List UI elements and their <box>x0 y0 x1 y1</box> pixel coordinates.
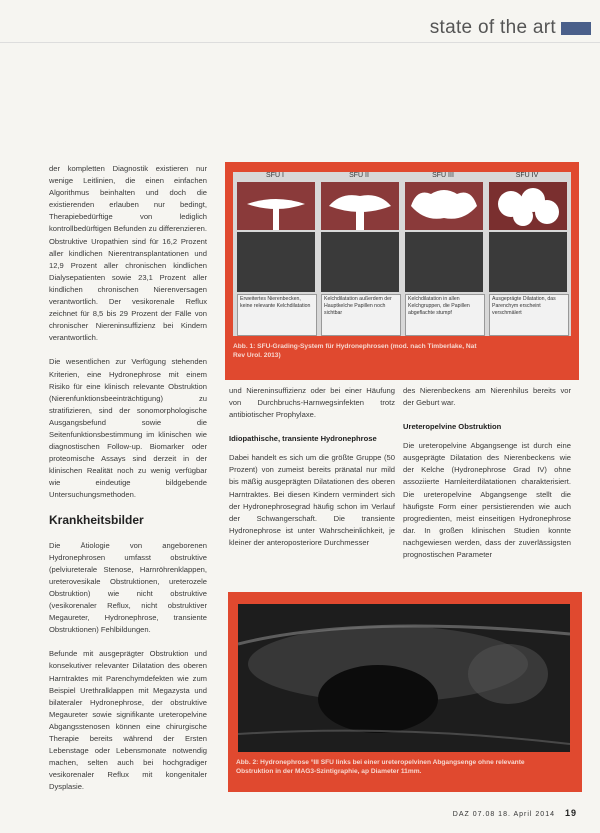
journal-info: DAZ 07.08 18. April 2014 <box>452 811 555 818</box>
col1-paragraph-1: der kompletten Diagnostik existieren nur wenige Leitlinien, die einen einfachen Algorithmus beinhalten und doch die existierenden erlauben nur bedingt, Therapiebedürftige von lediglich kontrollbedürftigen Befunden zu differenzieren. Obstruktive Uropathien sind für 16,2 Prozent aller kindlichen Nierentransplantationen und 12,9 Prozent aller chronischen kindlichen Dialysepatienten sowie 23,1 Prozent aller kindlichen chronischen Nierenversagen verantwortlich. Der vesikorenale Reflux zeichnet für 8,5 bis 29 Prozent der Fälle von chronischer Niereninsuffizienz bei Kindern verantwortlich. <box>49 164 207 343</box>
grade-description-3: Kelchdilatation in allen Kelchgruppen, die Papillen abgeflachte stumpf <box>405 294 485 336</box>
grade-label-2: SFU II <box>349 172 369 179</box>
ultrasound-image-1 <box>237 232 315 292</box>
ultrasound-image-4 <box>489 232 567 292</box>
figure-2 <box>228 592 582 792</box>
kidney-diagram-4 <box>489 182 567 230</box>
section-heading-ureteropelvin: Ureteropelvine Obstruktion <box>403 422 502 432</box>
page-number: 19 <box>564 808 577 818</box>
grade-description-1: Erweitertes Nierenbecken, keine relevante Kelchdilatation <box>237 294 317 336</box>
ultrasound-image-2 <box>321 232 399 292</box>
kidney-diagram-2 <box>321 182 399 230</box>
col2-paragraph-1: und Niereninsuffizienz oder bei einer Häufung von Durchbruchs-Harnwegsinfekten trotz antibiotischer Prophylaxe. <box>229 386 395 420</box>
grade-label-4: SFU IV <box>515 172 539 179</box>
header-divider <box>0 42 600 43</box>
grade-description-2: Kelchdilatation außerdem der Hauptkelche Papillen noch sichtbar <box>321 294 401 336</box>
grade-description-4: Ausgeprägte Dilatation, das Parenchym erscheint verschmälert <box>489 294 569 336</box>
column-2 <box>229 385 395 561</box>
kidney-diagram-1 <box>237 182 315 230</box>
section-tag <box>561 22 591 35</box>
figure-1-caption: Abb. 1: SFU-Grading-System für Hydronephrosen (mod. nach Timberlake, Nat Rev Urol. 2013) <box>233 343 477 359</box>
col1-paragraph-2: Die wesentlichen zur Verfügung stehenden Kriterien, eine Hydronephrose mit einem Risiko für eine klinisch relevante Obstruktion (Nierenfunktionsbeeinträchtigung) zu stratifizieren, sind der sonomorphologische Ausgangsbefund sowie die Seitenfunktionsbestimmung im klinischen wie diagnostischen Follow-up. Biomarker oder proteomische Assays sind derzeit in der klinischen Realität noch zu wenig verfügbar wie eindeutige bildgebende Untersuchungsmethoden. <box>49 357 207 500</box>
page-footer <box>453 808 577 818</box>
col2-paragraph-2: Dabei handelt es sich um die größte Gruppe (50 Prozent) von zumeist bereits pränatal nur mild bis mäßig ausgeprägten Dilatationen des oberen Harntraktes. Bei diesen Kindern vermindert sich der Hydronephrosegrad häufig schon im Verlauf der Schwangerschaft. Die transiente Hydronephrose ist unter Wahrscheinlichkeit, je kleiner der anteroposteriore Durchmesser <box>229 453 395 547</box>
col3-paragraph-2: Die ureteropelvine Abgangsenge ist durch eine ausgeprägte Dilatation des Nierenbeckens wie der Kelche (Hydronephrose Grad IV) ohne assoziierte Harnleiterdilatationen charakterisiert. Die ureteropelvine Abgangsenge stellt die häufigste Form einer persistierenden wie auch progredienten, meist einseitigen Hydronephrose dar. In großen klinischen Studien konnte nachgewiesen werden, dass der zuverlässigsten prognostischen Parameter <box>403 441 571 560</box>
ultrasound-large-image <box>238 604 570 752</box>
col3-paragraph-1: des Nierenbeckens am Nierenhilus bereits vor der Geburt war. <box>403 386 571 408</box>
section-heading-idiopathisch: Idiopathische, transiente Hydronephrose <box>229 434 377 444</box>
col1-paragraph-3: Die Ätiologie von angeborenen Hydronephrosen umfasst obstruktive (pelviureterale Stenose, Harnröhrenklappen, ureterovesikale Obstruktionen, ureterozele Obstruktion) wie nicht obstruktive (vesikorenaler Reflux, nicht obstruktiver Megaureter, Hydronephrose, transiente Obstruktionen) Fehlbildungen. <box>49 540 207 635</box>
grade-label-3: SFU III <box>432 172 454 179</box>
figure-1 <box>225 162 579 380</box>
section-title: state of the art <box>429 17 556 38</box>
figure-2-caption: Abb. 2: Hydronephrose °III SFU links bei einer ureteropelvinen Abgangsenge ohne relevante Obstruktion in der MAG3-Szintigraphie, ap Diameter 11mm. <box>236 759 525 775</box>
ultrasound-image-3 <box>405 232 483 292</box>
figure-1-panel <box>233 172 571 336</box>
section-heading-krankheitsbilder: Krankheitsbilder <box>49 512 144 527</box>
grade-label-1: SFU I <box>266 172 284 179</box>
kidney-diagram-3 <box>405 182 483 230</box>
col1-paragraph-4: Befunde mit ausgeprägter Obstruktion und konsekutiver relevanter Dilatation des oberen Harntraktes mit Parenchymdefekten wie zum Beispiel Urethralklappen mit Megazysta und bilateraler Hydronephrose, der obstruktive Megaureter sowie signifikante ureteropelvine Abgangsstenosen können eine chirurgische Therapie bereits während der Ersten Lebenstage oder Lebensmonate notwendig machen, selten auch bei hochgradiger vesikorenaler Reflux mit kongenitaler Dysplasie. <box>49 649 207 792</box>
column-1 <box>49 163 207 806</box>
column-3 <box>403 385 571 573</box>
